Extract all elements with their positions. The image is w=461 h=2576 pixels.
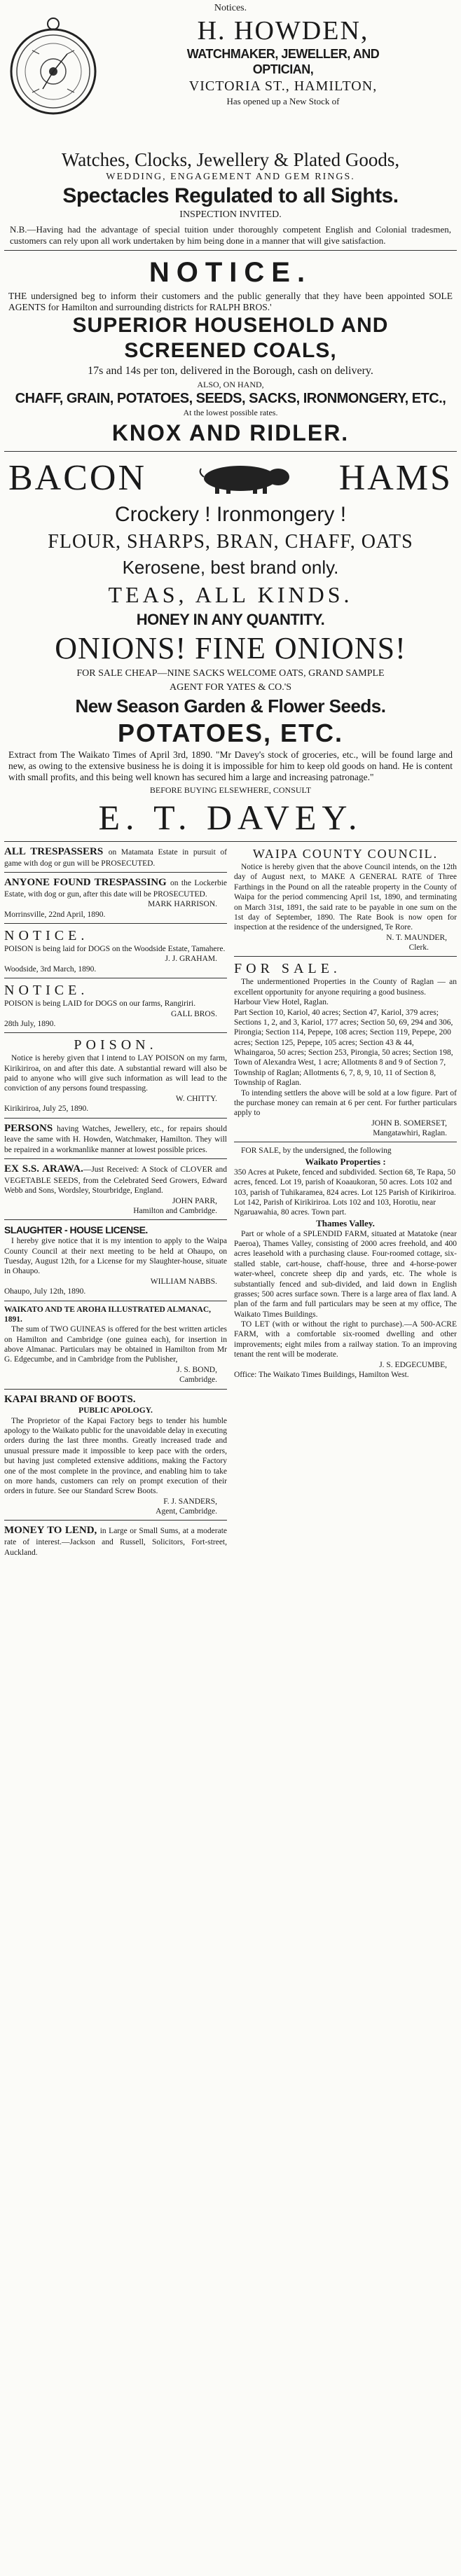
chaff-line: CHAFF, GRAIN, POTATOES, SEEDS, SACKS, IRONMONGERY, ETC., xyxy=(15,391,446,406)
honey-line: HONEY IN ANY QUANTITY. xyxy=(136,611,325,628)
flour-line: FLOUR, SHARPS, BRAN, CHAFF, OATS xyxy=(48,531,413,553)
poison3-signature: W. CHITTY. xyxy=(175,1094,217,1103)
slaughter-heading: SLAUGHTER - HOUSE LICENSE. xyxy=(4,1224,148,1236)
poison2-date: 28th July, 1890. xyxy=(4,1019,56,1028)
onions-line: ONIONS! FINE ONIONS! xyxy=(55,631,406,665)
thames-body: Part or whole of a SPLENDID FARM, situated at Matatoke (near Paeroa), Thames Valley, consisting of 2000 acres freehold, and 400 acres leasehold with a purchasing clause. Four-roomed cottage, six-stalled stable, cart-house, chaff-house, three and 4-horse-power water-wheel, concrete sheep dip and yards, etc. The whole is substantially fenced and sub-divided, and laid down in English grasses; 500 acres surface sown. There is a large area of flax land. A plan of the farm and full particulars may be seen at my office, The Waikato Times Buildings. xyxy=(234,1229,457,1319)
sale-line: FOR SALE CHEAP—NINE SACKS WELCOME OATS, GRAND SAMPLE xyxy=(76,668,385,679)
sale2-intro: FOR SALE, by the undersigned, the following xyxy=(241,1147,392,1156)
notice-word-2: NOTICE. xyxy=(4,983,89,999)
waikato-heading: Waikato Properties : xyxy=(305,1156,386,1167)
howden-trade2: OPTICIAN, xyxy=(252,62,314,76)
slaughter-body: I hereby give notice that it is my intention to apply to the Waipa County Council at their next meeting to be held at Ohaupo, on Tuesday, August 12th, for a License for my Slaughter-house, situate in Ohaupo. xyxy=(4,1237,227,1276)
sections-list: Part Section 10, Kariol, 40 acres; Section 47, Kariol, 379 acres; Sections 1, 2, and 3, Kariol, 177 acres; Section 50, 69, 294 and 306, Pirongia; Section 114, Pepepe, 108 acres; Section 119, Pepepe, 200 acres; Section 125, Pepepe, 105 acres; Section 43 & 44, Whaingaroa, 50 acres; Section 253, Pirongia, 50 acres; Section 198, Town of Alexandra West, 1 acre; Allotments 8 and 9 of Section 7, Township of Raglan; Allotments 6, 7, 8, 9, 10, 11 of Section 8, Township of Raglan. xyxy=(234,1008,453,1088)
sale2-signature: J. S. EDGECUMBE, xyxy=(379,1360,447,1369)
rent-body: TO LET (with or without the right to purchase).—A 500-ACRE FARM, with a comfortable six-roomed dwelling and other improvements; eight miles from a railway station. To an improving tenant the rent will be moderate. xyxy=(234,1320,457,1359)
thames-heading: Thames Valley. xyxy=(316,1217,375,1228)
poison-heading: POISON. xyxy=(74,1037,158,1053)
coal-price: 17s and 14s per ton, delivered in the Borough, cash on delivery. xyxy=(88,365,373,377)
page-heading: Notices. xyxy=(214,3,247,13)
coal-heading-1: SUPERIOR HOUSEHOLD AND xyxy=(72,314,389,337)
forsale-signature: JOHN B. SOMERSET, xyxy=(371,1119,447,1128)
notice-word-1: NOTICE. xyxy=(4,928,89,943)
forsale-tail: To intending settlers the above will be sold at a low figure. Part of the purchase money can remain at 6 per cent. For further particulars apply to xyxy=(234,1088,457,1118)
arawa-signature: JOHN PARR, xyxy=(172,1196,217,1205)
howden-trade: WATCHMAKER, JEWELLER, AND xyxy=(186,47,380,61)
poison1-signature: J. J. GRAHAM. xyxy=(165,955,217,964)
fowls-notice: ANYONE FOUND TRESPASSING on the Lockerbie Estate, with dog or gun, after this date will be PROSECUTED. xyxy=(4,877,227,899)
howden-address: VICTORIA ST., HAMILTON, xyxy=(188,78,378,94)
seeds-line: New Season Garden & Flower Seeds. xyxy=(75,695,386,716)
classified-columns xyxy=(4,845,457,1558)
poison2-signature: GALL BROS. xyxy=(170,1009,217,1018)
council-signature: N. T. MAUNDER, xyxy=(386,933,447,942)
forsale-heading: FOR SALE. xyxy=(234,961,341,977)
left-column xyxy=(4,845,227,1558)
bacon-hams xyxy=(4,455,457,500)
poison1-date: Woodside, 3rd March, 1890. xyxy=(4,964,97,974)
arawa-notice: EX S.S. ARAWA.—Just Received: A Stock of CLOVER and VEGETABLE SEEDS, from the Celebrated Seed Growers, Edward Webb and Sons, Wordsley, Stourbridge, England. xyxy=(4,1163,227,1196)
slaughter-date: Ohaupo, July 12th, 1890. xyxy=(4,1287,86,1296)
council-role: Clerk. xyxy=(408,943,429,952)
teas-line: TEAS, ALL KINDS. xyxy=(108,582,353,607)
almanac-heading: WAIKATO AND TE AROHA ILLUSTRATED ALMANAC, 1891. xyxy=(4,1305,212,1324)
pocket-watch-icon xyxy=(4,15,102,127)
council-body: Notice is hereby given that the above Council intends, on the 12th day of August next, to MAKE A GENERAL RATE of Three Farthings in the Pound on all the rateable property in the County of Waipa for the period commencing April 1st, 1890, and terminating on March 31st, 1891, the said rate to be payable in one sum on the 1st day of September, 1890. The Rate Book is now open for inspection at the residence of the undersigned, Te Rore. xyxy=(234,863,457,932)
bacon-label: BACON xyxy=(8,457,147,498)
trespassers-notice: ALL TRESPASSERS on Matamata Estate in pursuit of game with dog or gun will be PROSECUTED. xyxy=(4,846,227,868)
howden-note: N.B.—Having had the advantage of special tuition under thoroughly competent English and Colonial tradesmen, customers can rely upon all work undertaken by him being done in a manner that will give satisfaction. xyxy=(10,224,451,246)
davey-name: E. T. DAVEY. xyxy=(98,798,363,837)
forsale-body: The undermentioned Properties in the County of Raglan — an excellent opportunity for anyone requiring a good business. xyxy=(234,978,457,997)
almanac-body: The sum of TWO GUINEAS is offered for the best written articles on Hamilton and Cambridge (one guinea each), for insertion in above Almanac. Particulars may be obtained in Hamilton from Mr G. Edgecumbe, and in Cambridge from the Publisher, xyxy=(4,1325,227,1364)
davey-extract: Extract from The Waikato Times of April 3rd, 1890. "Mr Davey's stock of groceries, etc., will be found large and new, as owing to the extensive business he is doing it is impossible for him to keep old goods on hand. He is content with small profits, and this being well known has secured him a large and increasing patronage." xyxy=(8,749,453,782)
agent-line: AGENT FOR YATES & CO.'S xyxy=(169,682,292,693)
right-column xyxy=(234,845,457,1558)
spectacles-notice: PERSONS having Watches, Jewellery, etc., for repairs should leave the same with H. Howden, Watchmaker, Hamilton. They will be repaired in a workmanlike manner at lowest possible prices. xyxy=(4,1122,227,1154)
kapai-subheading: PUBLIC APOLOGY. xyxy=(78,1406,153,1415)
notice-body: THE undersigned beg to inform their customers and the public generally that they have been appointed SOLE AGENTS for Hamilton and surrounding districts for RALPH BROS.' xyxy=(8,291,453,312)
crockery-line: Crockery ! Ironmongery ! xyxy=(114,503,347,526)
lowest-prices: At the lowest possible rates. xyxy=(183,408,278,417)
council-heading: WAIPA COUNTY COUNCIL. xyxy=(252,847,439,861)
poison-notice-3: Notice is hereby given that I intend to LAY POISON on my farm, Kirikiriroa, on and after this date. A substantial reward will also be paid to anyone who will give such information as will lead to the conviction of any persons found trespassing. xyxy=(4,1054,227,1093)
poison3-date: Kirikiriroa, July 25, 1890. xyxy=(4,1105,89,1114)
pig-icon xyxy=(190,460,295,495)
kerosene-line: Kerosene, best brand only. xyxy=(122,557,339,578)
poison-notice-1: POISON is being laid for DOGS on the Woodside Estate, Tamahere. xyxy=(4,945,226,953)
howden-goods: Watches, Clocks, Jewellery & Plated Goods, xyxy=(61,149,400,170)
slaughter-signature: WILLIAM NABBS. xyxy=(150,1277,217,1286)
sale2-office: Office: The Waikato Times Buildings, Hamilton West. xyxy=(234,1370,409,1379)
fowls-date: Morrinsville, 22nd April, 1890. xyxy=(4,910,106,919)
waikato-body: 350 Acres at Pukete, fenced and subdivided. Section 68, Te Rapa, 50 acres, fenced. Lot 19, parish of Koaaukoran, 50 acres. Lots 102 and 103, parish of Tuhikaramea, 824 acres. Lot 125 Parish of Kirikiriroa. Lot 142, Parish of Kirikiriroa. Lots 102 and 103, Horotiu, near Ngaruawahia, 80 acres. Town part. xyxy=(234,1168,456,1217)
knox-ridler: KNOX AND RIDLER. xyxy=(111,420,350,445)
watch-illustration xyxy=(4,15,109,148)
kapai-signature: F. J. SANDERS, xyxy=(163,1497,217,1506)
kapai-body: The Proprietor of the Kapai Factory begs to tender his humble apology to the Waikato public for the unavoidable delay in executing orders during the last three months. Greatly increased trade and unusual pressure made it impossible to keep pace with the orders, but having just completed extensive additions, making the Factory one of the most complete in the province, and enabling him to take on more hands, customers can rely on prompt execution of their orders in future. See our Standard Screw Boots. xyxy=(4,1416,227,1496)
before-buying: BEFORE BUYING ELSEWHERE, CONSULT xyxy=(149,785,312,795)
potatoes-line: POTATOES, ETC. xyxy=(117,719,344,747)
money-notice: MONEY TO LEND, in Large or Small Sums, at a moderate rate of interest.—Jackson and Russell, Solicitors, Fort-street, Auckland. xyxy=(4,1525,227,1557)
howden-rings: WEDDING, ENGAGEMENT AND GEM RINGS. xyxy=(106,172,355,182)
howden-stock-intro: Has opened up a New Stock of xyxy=(226,96,340,106)
howden-spectacles: Spectacles Regulated to all Sights. xyxy=(62,184,399,207)
almanac-signature: J. S. BOND, xyxy=(177,1365,217,1374)
coal-heading-2: SCREENED COALS, xyxy=(124,339,337,362)
notice-heading: NOTICE. xyxy=(149,257,312,288)
kapai-notice: KAPAI BRAND OF BOOTS. xyxy=(4,1393,136,1405)
howden-inspection: INSPECTION INVITED. xyxy=(179,209,282,220)
harbour-view: Harbour View Hotel, Raglan. xyxy=(234,998,329,1007)
kapai-place: Agent, Cambridge. xyxy=(156,1507,217,1516)
forsale-place: Mangatawhiri, Raglan. xyxy=(373,1129,447,1137)
poison-notice-2: POISON is being LAID for DOGS on our farms, Rangiriri. xyxy=(4,999,196,1009)
howden-name: H. HOWDEN, xyxy=(197,16,369,46)
arawa-place: Hamilton and Cambridge. xyxy=(133,1206,217,1215)
fowls-signature: MARK HARRISON. xyxy=(147,900,217,909)
also-on-hand: ALSO, ON HAND, xyxy=(197,380,264,389)
almanac-place: Cambridge. xyxy=(179,1376,217,1385)
hams-label: HAMS xyxy=(338,457,453,498)
howden-ad xyxy=(4,15,457,148)
